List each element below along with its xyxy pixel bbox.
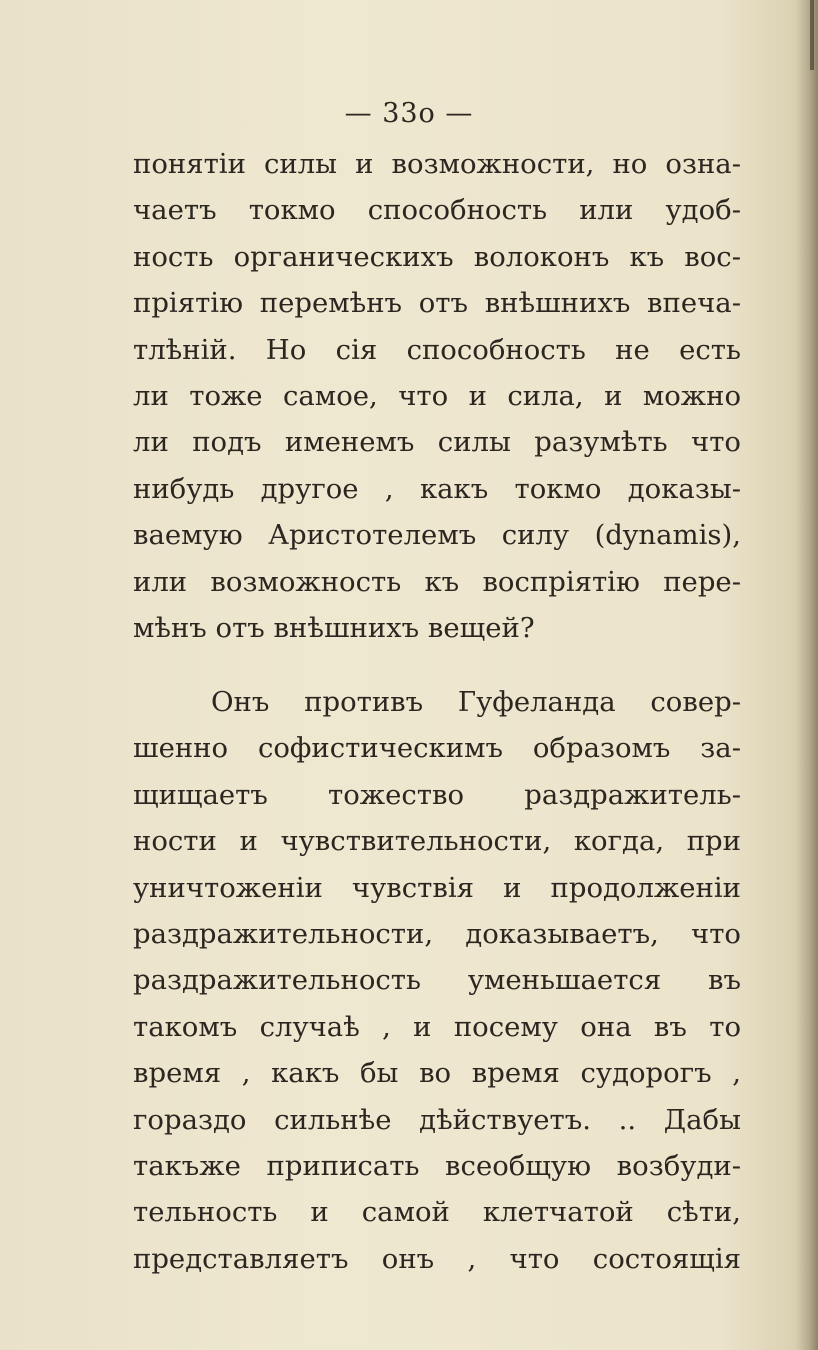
text-line: чаетъ токмо способность или удоб- <box>133 194 741 227</box>
text-line: Онъ противъ Гуфеланда совер- <box>211 686 741 718</box>
text-line: такъже приписать всеобщую возбуди- <box>133 1149 741 1182</box>
text-line: шенно софистическимъ образомъ за- <box>133 732 741 765</box>
paragraph-1 <box>133 141 741 651</box>
text-line: ваемую Аристотелемъ силу (dynamis), <box>133 519 741 552</box>
paragraph-2 <box>133 679 741 1282</box>
text-line: понятіи силы и возможности, но озна- <box>133 148 741 180</box>
text-line: или возможность къ воспріятію пере- <box>133 565 741 598</box>
text-line: пріятію перемѣнъ отъ внѣшнихъ впеча- <box>133 287 741 320</box>
text-line: время , какъ бы во время судорогъ , <box>133 1057 741 1090</box>
page-edge-shadow <box>796 0 818 1350</box>
text-line: мѣнъ отъ внѣшнихъ вещей? <box>133 611 535 644</box>
text-line: ности и чувствительности, когда, при <box>133 825 741 858</box>
page-edge-mark <box>810 0 814 70</box>
text-line: раздражительность уменьшается въ <box>133 964 741 997</box>
text-line: гораздо сильнѣе дѣйствуетъ. .. Дабы <box>133 1103 741 1136</box>
text-line: ли тоже самое, что и сила, и можно <box>133 379 741 412</box>
text-line: нибудь другое , какъ токмо доказы- <box>133 472 741 505</box>
text-line: уничтоженіи чувствія и продолженіи <box>133 871 741 904</box>
text-line: представляетъ онъ , что состоящія <box>133 1242 741 1275</box>
page-number: — 33о — <box>344 98 474 129</box>
text-line: щищаетъ тожество раздражитель- <box>133 778 741 811</box>
text-line: тлѣній. Но сія способность не есть <box>133 333 741 366</box>
text-line: такомъ случаѣ , и посему она въ то <box>133 1010 741 1043</box>
text-line: ность органическихъ волоконъ къ вос- <box>133 240 741 273</box>
text-line: ли подъ именемъ силы разумѣть что <box>133 426 741 459</box>
text-line: тельность и самой клетчатой сѣти, <box>133 1196 741 1229</box>
text-line: раздражительности, доказываетъ, что <box>133 917 741 950</box>
